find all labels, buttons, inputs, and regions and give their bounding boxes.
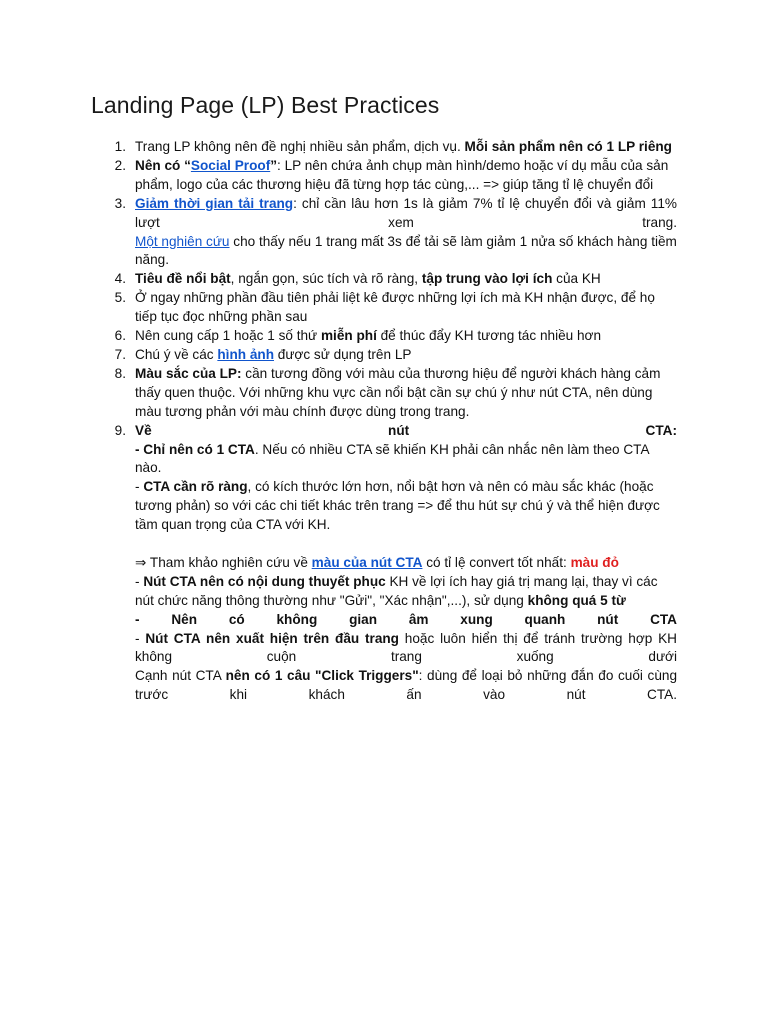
item-emphasis: ” — [270, 157, 278, 173]
cta-paragraph-1 — [135, 441, 677, 479]
page-title: Landing Page (LP) Best Practices — [91, 92, 440, 118]
item-text: cho thấy nếu 1 trang mất 3s để tải sẽ làm giảm 1 nửa số khách hàng tiềm năng. — [135, 233, 677, 268]
item-text: Cạnh nút CTA — [135, 668, 226, 684]
item-emphasis: Nên có không gian âm xung quanh nút CTA — [171, 611, 677, 627]
list-item-7 — [104, 346, 677, 365]
list-item-2 — [104, 157, 677, 195]
item-emphasis: Tiêu đề nổi bật — [135, 271, 231, 287]
cta-heading — [135, 422, 677, 441]
item-emphasis: - Chỉ nên có 1 CTA — [135, 441, 255, 457]
list-item-5 — [104, 289, 677, 327]
list-item-1 — [104, 138, 677, 157]
item-text: , có kích thước lớn hơn, nổi bật hơn và nên có màu sắc khác (hoặc tương phản) so với các chi tiết khác trên trang => để thu hút sự chú ý và thể hiện được tầm quan trọng của CTA với KH. — [135, 479, 660, 533]
item-text: để thúc đẩy KH tương tác nhiều hơn — [376, 328, 602, 344]
list-item-4 — [104, 270, 677, 289]
item-text: - — [135, 630, 146, 646]
item-text: : LP nên chứa ảnh chụp màn hình/demo hoặc ví dụ mẫu của sản phẩm, logo của các thương hiệu đã từng hợp tác cùng,... => giúp tăng tỉ lệ chuyển đổi — [135, 157, 669, 192]
item-number: 1. — [114, 139, 126, 154]
item-emphasis: Nút CTA nên có nội dung thuyết phục — [143, 573, 386, 589]
item-text: hoặc luôn hiển thị để tránh trường hợp KH không cuộn trang xuống dưới — [135, 630, 677, 665]
list-item-8 — [104, 365, 677, 422]
item-number: 5. — [114, 290, 126, 306]
page-load-time-link[interactable]: Giảm thời gian tải trang — [135, 195, 294, 211]
item-text: : chỉ cần lâu hơn 1s là giảm 7% tỉ lệ chuyển đổi và giảm 11% lượt xem trang. — [135, 195, 677, 230]
cta-paragraph-7 — [135, 667, 677, 705]
blank-line — [135, 535, 677, 554]
item-emphasis: miễn phí — [320, 328, 377, 344]
item-text: của KH — [552, 271, 601, 287]
item-text: Nên cung cấp 1 hoặc 1 số thứ — [135, 328, 321, 344]
list-item-6 — [104, 327, 677, 346]
item-number: 2. — [114, 157, 126, 173]
item-text: KH về lợi ích hay giá trị mang lại, thay vì các nút chức năng thông thường như "Gửi", "Xác nhận",...), sử dụng — [135, 573, 658, 608]
cta-research-note — [135, 554, 677, 573]
item-emphasis: Nút CTA nên xuất hiện trên đầu trang — [145, 630, 399, 646]
social-proof-link[interactable]: Social Proof — [190, 157, 271, 173]
item-emphasis: nên có 1 câu "Click Triggers" — [225, 668, 419, 684]
item-text: cần tương đồng với màu của thương hiệu để người khách hàng cảm thấy quen thuộc. Với những khu vực cần nổi bật cần sự chú ý như nút CTA, nên dùng màu tương phản với màu chính được dùng trong trang. — [135, 365, 661, 419]
item-emphasis: không quá 5 từ — [527, 592, 626, 608]
item-text: được sử dụng trên LP — [274, 346, 412, 362]
item-text: Chú ý về các — [135, 346, 218, 362]
item-emphasis: - — [135, 611, 140, 627]
item-number: 4. — [114, 271, 126, 287]
item-emphasis: Nên có “ — [135, 157, 191, 173]
item-emphasis: Màu sắc của LP: — [135, 365, 242, 381]
item-emphasis: tập trung vào lợi ích — [421, 271, 553, 287]
item-number: 9. — [114, 422, 126, 438]
research-link[interactable]: Một nghiên cứu — [135, 233, 230, 249]
item-text: - — [135, 479, 144, 495]
item-text: có tỉ lệ convert tốt nhất: — [422, 554, 571, 570]
item-text: Trang LP không nên đề nghị nhiều sản phẩm, dịch vụ. — [135, 139, 465, 154]
item-text: , ngắn gọn, súc tích và rõ ràng, — [230, 271, 422, 287]
cta-paragraph-4 — [135, 573, 677, 611]
item-emphasis: Mỗi sản phẩm nên có 1 LP riêng — [464, 139, 672, 154]
item-text: Ở ngay những phần đầu tiên phải liệt kê được những lợi ích mà KH nhận được, để họ tiếp tục đọc những phần sau — [135, 290, 655, 325]
best-practices-list — [104, 138, 677, 705]
cta-heading-text: Về nút CTA: — [135, 422, 677, 438]
item-text: . Nếu có nhiều CTA sẽ khiến KH phải cân nhắc nên làm theo CTA nào. — [135, 441, 649, 476]
item-text: ⇒ Tham khảo nghiên cứu về — [135, 554, 312, 570]
item-number: 7. — [114, 346, 126, 362]
list-item-3 — [104, 195, 677, 271]
item-emphasis: CTA cần rõ ràng — [143, 479, 248, 495]
cta-paragraph-6 — [135, 630, 677, 668]
item-number: 6. — [114, 328, 126, 344]
item-text: - — [135, 573, 144, 589]
item-text: : dùng để loại bỏ những đắn đo cuối cùng trước khi khách ấn vào nút CTA. — [135, 668, 678, 703]
item-number: 8. — [114, 365, 126, 381]
item-paragraph — [135, 233, 677, 271]
cta-color-link[interactable]: màu của nút CTA — [311, 554, 423, 570]
list-item-9 — [104, 422, 677, 706]
cta-paragraph-2 — [135, 478, 677, 535]
images-link[interactable]: hình ảnh — [217, 346, 274, 362]
cta-paragraph-5 — [135, 611, 677, 630]
item-number: 3. — [114, 195, 126, 211]
item-justified-line — [135, 195, 677, 233]
red-highlight: màu đỏ — [570, 554, 619, 570]
